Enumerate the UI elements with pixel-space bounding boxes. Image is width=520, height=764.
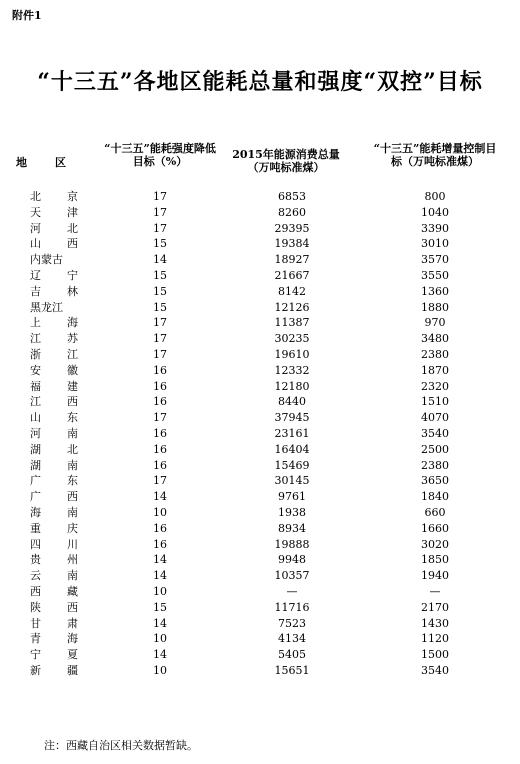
cell-region: 海 南 bbox=[30, 505, 78, 519]
table-row bbox=[0, 473, 520, 489]
cell-region: 湖 北 bbox=[30, 442, 78, 456]
cell-region: 广 东 bbox=[30, 474, 78, 488]
cell-region: 北 京 bbox=[30, 190, 78, 203]
cell-reduction: 15 bbox=[153, 284, 167, 298]
cell-increment: 2500 bbox=[421, 442, 449, 456]
cell-region: 河 北 bbox=[30, 221, 78, 235]
table-row bbox=[0, 521, 520, 537]
cell-increment: 800 bbox=[424, 190, 446, 203]
cell-energy-2015: 10357 bbox=[274, 569, 310, 583]
cell-reduction: 17 bbox=[153, 332, 167, 346]
cell-increment: 1880 bbox=[421, 300, 449, 314]
cell-energy-2015: 5405 bbox=[278, 648, 306, 662]
cell-increment: 3010 bbox=[421, 237, 449, 251]
cell-increment: 1040 bbox=[421, 205, 449, 219]
table-row bbox=[0, 331, 520, 347]
attachment-label: 附件1 bbox=[12, 9, 42, 22]
cell-energy-2015: 8934 bbox=[278, 521, 306, 535]
header-increment-target: “十三五”能耗增量控制目标（万吨标准煤） bbox=[373, 142, 497, 168]
cell-region: 新 疆 bbox=[30, 663, 78, 677]
cell-reduction: 16 bbox=[153, 363, 167, 377]
cell-region: 宁 夏 bbox=[30, 648, 78, 662]
table-row bbox=[0, 300, 520, 316]
cell-increment: 3540 bbox=[421, 426, 449, 440]
table-row bbox=[0, 505, 520, 521]
cell-reduction: 10 bbox=[153, 505, 167, 519]
cell-increment: — bbox=[429, 584, 441, 598]
cell-reduction: 16 bbox=[153, 537, 167, 551]
cell-reduction: 14 bbox=[153, 553, 167, 567]
cell-energy-2015: 8260 bbox=[278, 205, 306, 219]
cell-reduction: 17 bbox=[153, 190, 167, 203]
cell-reduction: 14 bbox=[153, 490, 167, 504]
table-row bbox=[0, 284, 520, 300]
cell-reduction: 10 bbox=[153, 663, 167, 677]
cell-region: 云 南 bbox=[30, 569, 78, 583]
cell-increment: 1870 bbox=[421, 363, 449, 377]
cell-energy-2015: 6853 bbox=[278, 190, 306, 203]
table-row bbox=[0, 568, 520, 584]
cell-region: 湖 南 bbox=[30, 458, 78, 472]
cell-region: 山 西 bbox=[30, 237, 78, 251]
table-row bbox=[0, 221, 520, 237]
header-energy-2015: 2015年能源消费总量（万吨标准煤） bbox=[232, 148, 340, 174]
cell-region: 内蒙古 bbox=[30, 253, 63, 267]
table-row bbox=[0, 663, 520, 679]
cell-region: 河 南 bbox=[30, 426, 78, 440]
footnote: 注：西藏自治区相关数据暂缺。 bbox=[44, 739, 198, 752]
cell-reduction: 16 bbox=[153, 442, 167, 456]
data-table-body bbox=[0, 189, 520, 679]
cell-increment: 970 bbox=[424, 316, 446, 330]
cell-increment: 3390 bbox=[421, 221, 449, 235]
cell-increment: 1430 bbox=[421, 616, 449, 630]
cell-reduction: 10 bbox=[153, 632, 167, 646]
cell-energy-2015: 19610 bbox=[274, 347, 310, 361]
cell-energy-2015: 23161 bbox=[274, 426, 310, 440]
cell-region: 青 海 bbox=[30, 632, 78, 646]
table-row bbox=[0, 410, 520, 426]
cell-energy-2015: 15469 bbox=[274, 458, 310, 472]
table-row bbox=[0, 347, 520, 363]
cell-increment: 4070 bbox=[421, 411, 449, 425]
header-region: 地区 bbox=[16, 156, 94, 169]
cell-region: 甘 肃 bbox=[30, 616, 78, 630]
cell-increment: 1120 bbox=[421, 632, 449, 646]
cell-reduction: 17 bbox=[153, 221, 167, 235]
cell-increment: 2380 bbox=[421, 347, 449, 361]
cell-reduction: 14 bbox=[153, 569, 167, 583]
cell-reduction: 16 bbox=[153, 395, 167, 409]
cell-reduction: 15 bbox=[153, 300, 167, 314]
cell-region: 辽 宁 bbox=[30, 268, 78, 282]
cell-energy-2015: 19384 bbox=[274, 237, 310, 251]
cell-energy-2015: 8440 bbox=[278, 395, 306, 409]
cell-energy-2015: 12332 bbox=[274, 363, 310, 377]
cell-region: 上 海 bbox=[30, 316, 78, 330]
cell-energy-2015: 9948 bbox=[278, 553, 306, 567]
table-row bbox=[0, 315, 520, 331]
cell-energy-2015: 11716 bbox=[274, 600, 310, 614]
cell-region: 黑龙江 bbox=[30, 300, 63, 314]
cell-region: 广 西 bbox=[30, 490, 78, 504]
table-row bbox=[0, 631, 520, 647]
table-row bbox=[0, 537, 520, 553]
cell-increment: 3650 bbox=[421, 474, 449, 488]
table-row bbox=[0, 458, 520, 474]
cell-energy-2015: 11387 bbox=[274, 316, 310, 330]
cell-region: 重 庆 bbox=[30, 521, 78, 535]
cell-increment: 660 bbox=[424, 505, 446, 519]
cell-increment: 1500 bbox=[421, 648, 449, 662]
cell-region: 山 东 bbox=[30, 411, 78, 425]
cell-increment: 2320 bbox=[421, 379, 449, 393]
cell-reduction: 16 bbox=[153, 521, 167, 535]
cell-reduction: 15 bbox=[153, 600, 167, 614]
cell-increment: 1360 bbox=[421, 284, 449, 298]
cell-reduction: 14 bbox=[153, 253, 167, 267]
table-row bbox=[0, 616, 520, 632]
cell-reduction: 16 bbox=[153, 379, 167, 393]
cell-region: 贵 州 bbox=[30, 553, 78, 567]
table-row bbox=[0, 236, 520, 252]
cell-reduction: 17 bbox=[153, 474, 167, 488]
cell-reduction: 15 bbox=[153, 237, 167, 251]
cell-energy-2015: 30145 bbox=[274, 474, 310, 488]
cell-region: 天 津 bbox=[30, 205, 78, 219]
cell-increment: 1840 bbox=[421, 490, 449, 504]
cell-energy-2015: 4134 bbox=[278, 632, 306, 646]
cell-energy-2015: 29395 bbox=[274, 221, 310, 235]
cell-reduction: 16 bbox=[153, 426, 167, 440]
cell-region: 福 建 bbox=[30, 379, 78, 393]
table-row bbox=[0, 394, 520, 410]
cell-region: 江 西 bbox=[30, 395, 78, 409]
cell-region: 陕 西 bbox=[30, 600, 78, 614]
cell-reduction: 15 bbox=[153, 268, 167, 282]
table-row bbox=[0, 552, 520, 568]
cell-energy-2015: 15651 bbox=[274, 663, 310, 677]
cell-energy-2015: 18927 bbox=[274, 253, 310, 267]
table-row bbox=[0, 600, 520, 616]
table-row bbox=[0, 268, 520, 284]
table-row bbox=[0, 205, 520, 221]
cell-increment: 3540 bbox=[421, 663, 449, 677]
cell-reduction: 17 bbox=[153, 205, 167, 219]
cell-increment: 3570 bbox=[421, 253, 449, 267]
cell-region: 四 川 bbox=[30, 537, 78, 551]
table-row bbox=[0, 189, 520, 205]
table-row bbox=[0, 426, 520, 442]
cell-region: 浙 江 bbox=[30, 347, 78, 361]
table-row bbox=[0, 584, 520, 600]
cell-increment: 2380 bbox=[421, 458, 449, 472]
cell-reduction: 14 bbox=[153, 616, 167, 630]
cell-energy-2015: 21667 bbox=[274, 268, 310, 282]
cell-reduction: 17 bbox=[153, 411, 167, 425]
cell-increment: 3480 bbox=[421, 332, 449, 346]
cell-energy-2015: 9761 bbox=[278, 490, 306, 504]
cell-energy-2015: — bbox=[286, 584, 298, 598]
table-row bbox=[0, 379, 520, 395]
cell-increment: 1510 bbox=[421, 395, 449, 409]
cell-reduction: 17 bbox=[153, 347, 167, 361]
cell-increment: 1940 bbox=[421, 569, 449, 583]
table-row bbox=[0, 252, 520, 268]
cell-energy-2015: 19888 bbox=[274, 537, 310, 551]
table-row bbox=[0, 489, 520, 505]
cell-energy-2015: 1938 bbox=[278, 505, 306, 519]
cell-increment: 3020 bbox=[421, 537, 449, 551]
cell-region: 西 藏 bbox=[30, 584, 78, 598]
cell-energy-2015: 30235 bbox=[274, 332, 310, 346]
cell-energy-2015: 8142 bbox=[278, 284, 306, 298]
cell-reduction: 17 bbox=[153, 316, 167, 330]
cell-region: 吉 林 bbox=[30, 284, 78, 298]
cell-energy-2015: 16404 bbox=[274, 442, 310, 456]
cell-energy-2015: 7523 bbox=[278, 616, 306, 630]
table-row bbox=[0, 647, 520, 663]
cell-reduction: 10 bbox=[153, 584, 167, 598]
document-title: “十三五”各地区能耗总量和强度“双控”目标 bbox=[37, 69, 483, 95]
table-row bbox=[0, 363, 520, 379]
header-reduction-target: “十三五”能耗强度降低目标（%） bbox=[104, 142, 216, 168]
cell-reduction: 16 bbox=[153, 458, 167, 472]
table-row bbox=[0, 442, 520, 458]
cell-increment: 1660 bbox=[421, 521, 449, 535]
cell-increment: 2170 bbox=[421, 600, 449, 614]
cell-reduction: 14 bbox=[153, 648, 167, 662]
cell-increment: 3550 bbox=[421, 268, 449, 282]
cell-region: 安 徽 bbox=[30, 363, 78, 377]
cell-energy-2015: 12126 bbox=[274, 300, 310, 314]
cell-region: 江 苏 bbox=[30, 332, 78, 346]
cell-increment: 1850 bbox=[421, 553, 449, 567]
cell-energy-2015: 12180 bbox=[274, 379, 310, 393]
cell-energy-2015: 37945 bbox=[274, 411, 310, 425]
